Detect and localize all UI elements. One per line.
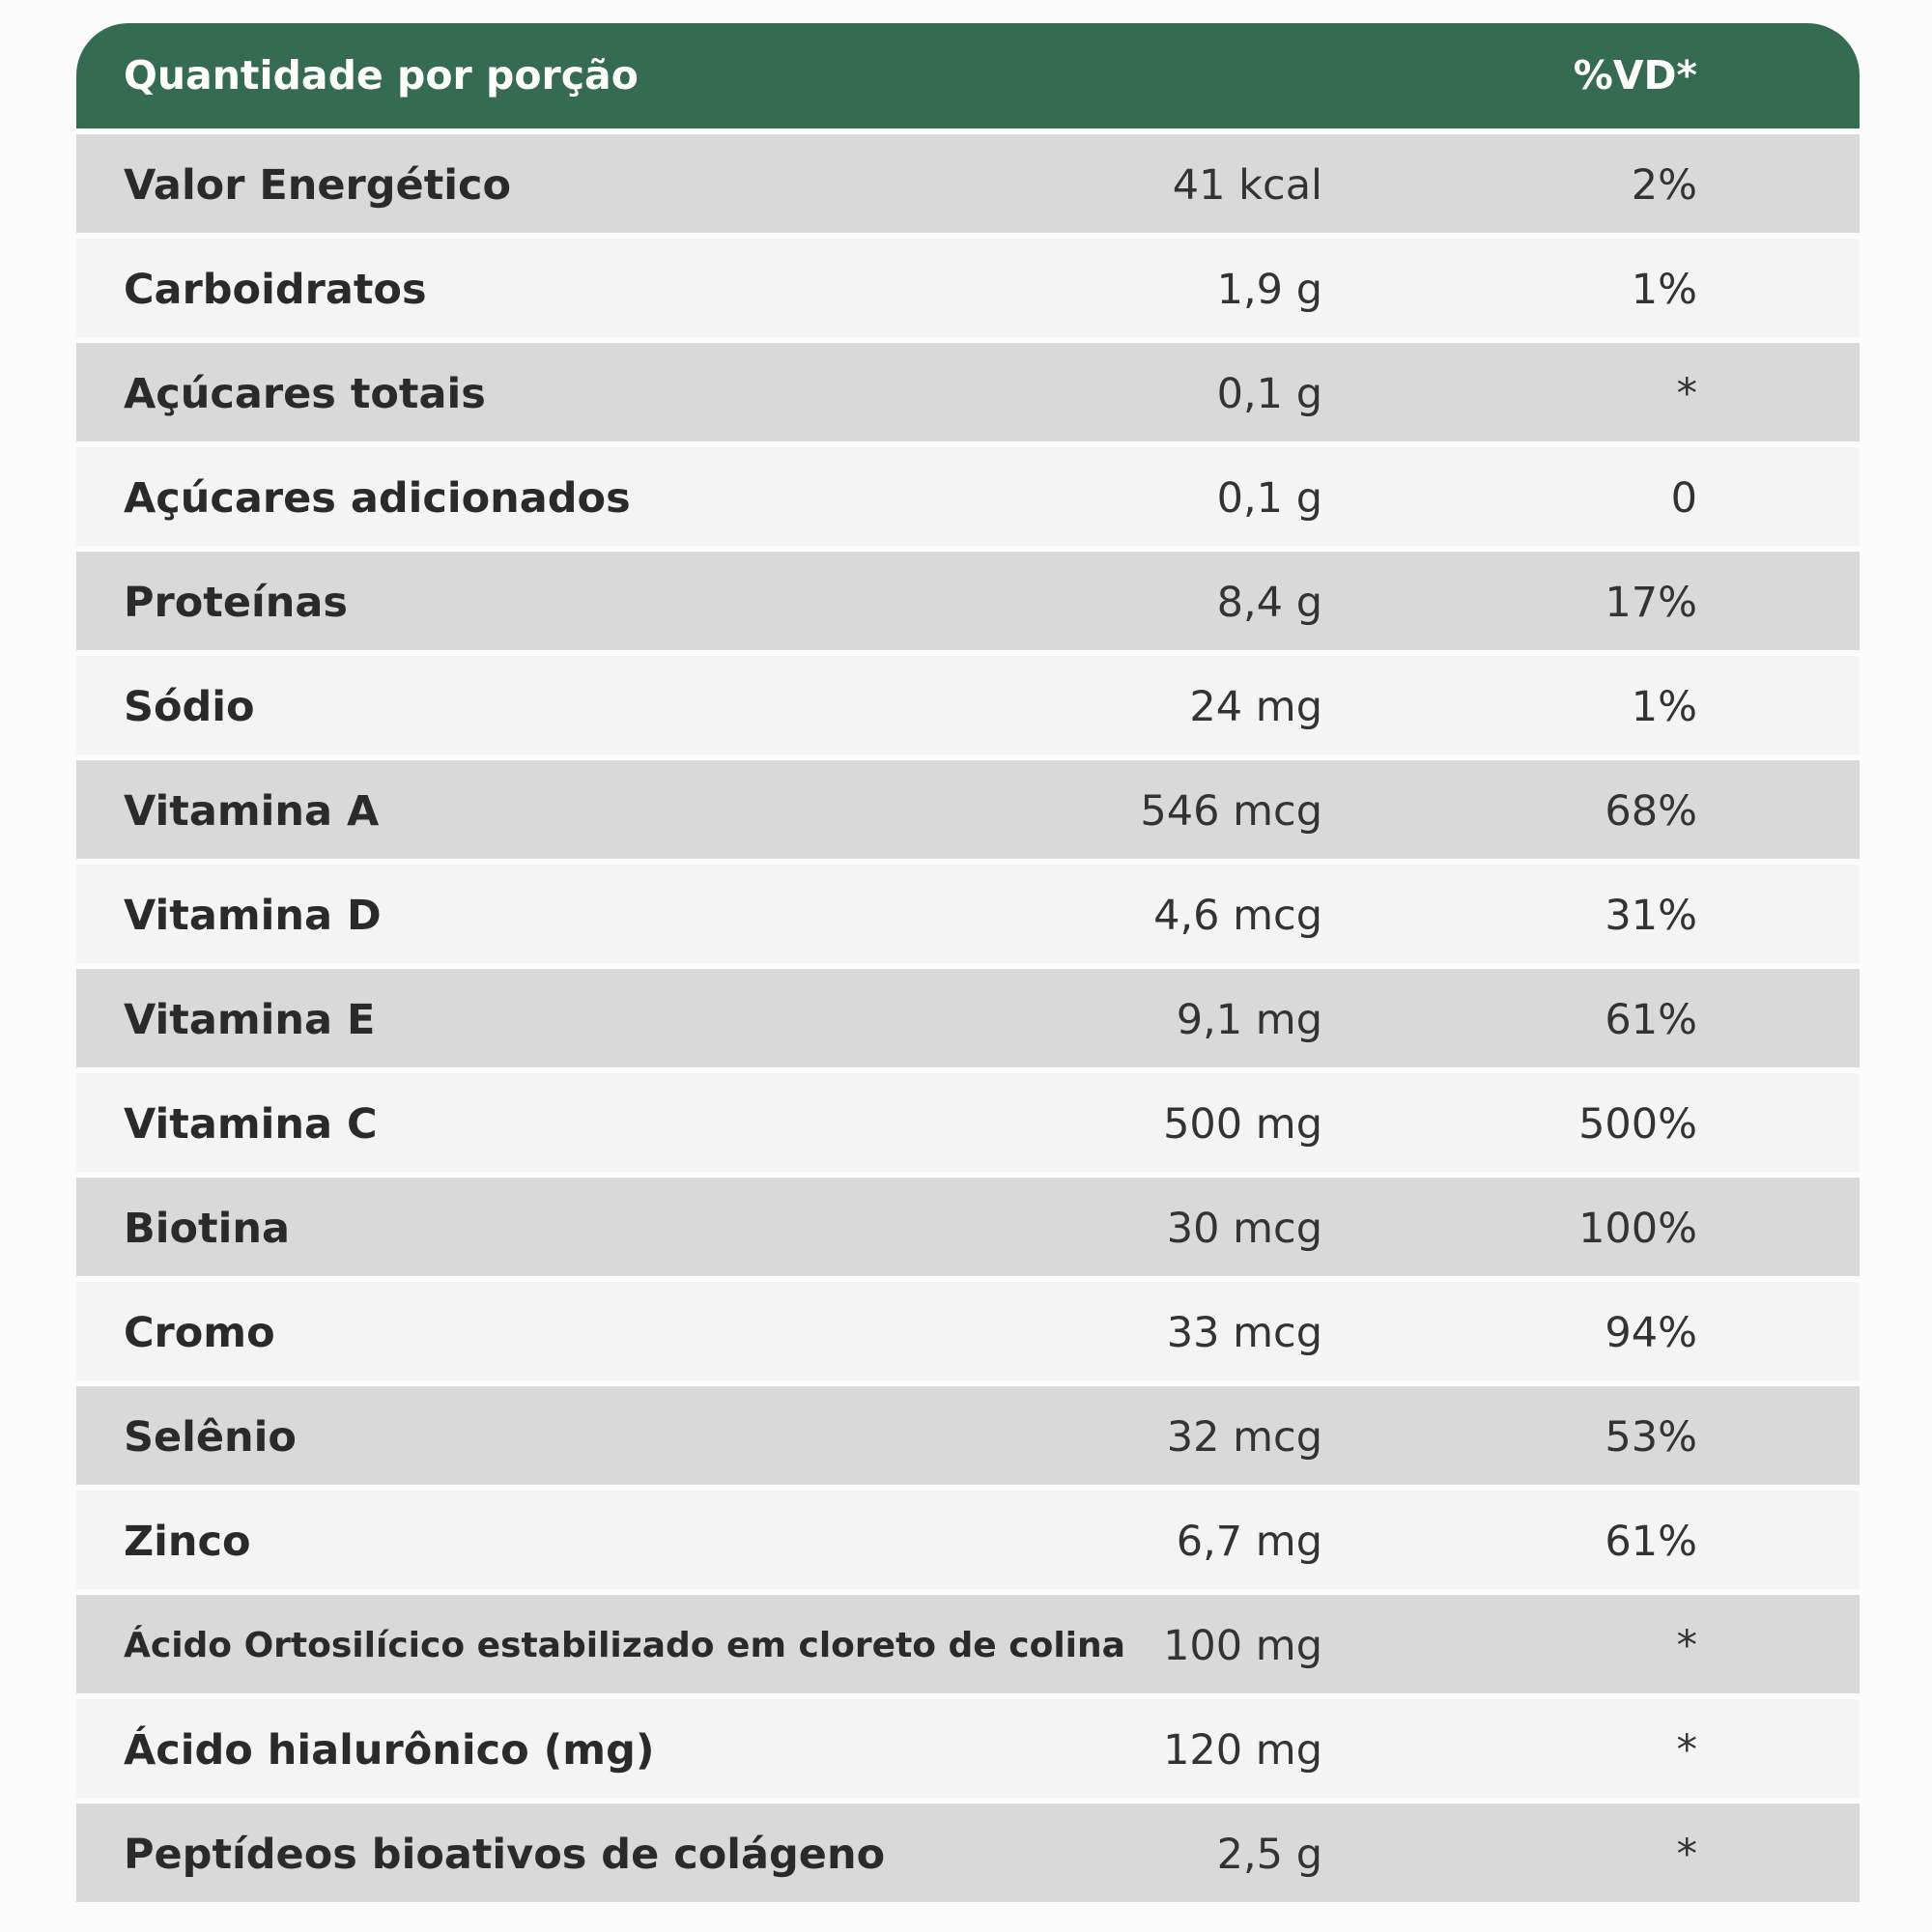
nutrient-name: Vitamina D xyxy=(124,892,382,940)
nutrient-name: Vitamina A xyxy=(124,787,380,836)
nutrient-name: Proteínas xyxy=(124,579,348,627)
nutrient-name: Carboidratos xyxy=(124,266,427,314)
nutrient-name: Valor Energético xyxy=(124,161,512,210)
nutrient-daily-value: 1% xyxy=(1631,266,1697,314)
nutrient-amount: 41 kcal xyxy=(1172,161,1322,210)
nutrient-daily-value: 100% xyxy=(1578,1205,1697,1253)
nutrient-amount: 0,1 g xyxy=(1216,370,1322,418)
nutrient-amount: 500 mg xyxy=(1163,1100,1322,1149)
table-row xyxy=(76,1386,1860,1485)
nutrient-amount: 120 mg xyxy=(1163,1726,1322,1775)
table-row xyxy=(76,865,1860,963)
nutrient-daily-value: * xyxy=(1676,1622,1697,1670)
table-row xyxy=(76,1073,1860,1172)
nutrient-daily-value: * xyxy=(1676,370,1697,418)
nutrient-amount: 9,1 mg xyxy=(1176,996,1322,1044)
nutrient-daily-value: 0 xyxy=(1670,474,1697,523)
nutrient-name: Peptídeos bioativos de colágeno xyxy=(124,1831,886,1879)
nutrient-amount: 0,1 g xyxy=(1216,474,1322,523)
header-serving-label: Quantidade por porção xyxy=(124,52,639,99)
table-row xyxy=(76,1804,1860,1902)
nutrient-daily-value: 94% xyxy=(1605,1309,1697,1357)
nutrient-daily-value: 500% xyxy=(1578,1100,1697,1149)
table-row xyxy=(76,760,1860,859)
table-row xyxy=(76,1282,1860,1380)
nutrient-amount: 6,7 mg xyxy=(1176,1518,1322,1566)
table-body xyxy=(76,134,1860,1902)
table-row xyxy=(76,1595,1860,1693)
table-row xyxy=(76,969,1860,1067)
nutrient-name: Zinco xyxy=(124,1518,251,1566)
nutrient-amount: 100 mg xyxy=(1163,1622,1322,1670)
nutrition-table xyxy=(76,23,1860,1908)
table-row xyxy=(76,239,1860,337)
table-row xyxy=(76,552,1860,650)
nutrient-daily-value: 31% xyxy=(1605,892,1697,940)
nutrient-name: Açúcares adicionados xyxy=(124,474,631,523)
table-row xyxy=(76,1491,1860,1589)
nutrient-amount: 546 mcg xyxy=(1140,787,1322,836)
nutrient-amount: 1,9 g xyxy=(1216,266,1322,314)
nutrient-name: Vitamina E xyxy=(124,996,376,1044)
nutrient-name: Açúcares totais xyxy=(124,370,486,418)
nutrient-amount: 24 mg xyxy=(1189,683,1322,731)
nutrient-name: Sódio xyxy=(124,683,255,731)
nutrient-amount: 4,6 mcg xyxy=(1153,892,1322,940)
nutrient-daily-value: 68% xyxy=(1605,787,1697,836)
table-row xyxy=(76,447,1860,546)
nutrient-amount: 32 mcg xyxy=(1166,1413,1322,1462)
table-row xyxy=(76,1178,1860,1276)
nutrient-amount: 33 mcg xyxy=(1166,1309,1322,1357)
nutrient-name: Biotina xyxy=(124,1205,290,1253)
nutrient-name: Cromo xyxy=(124,1309,275,1357)
table-row xyxy=(76,1699,1860,1798)
nutrient-daily-value: * xyxy=(1676,1726,1697,1775)
header-daily-value-label: %VD* xyxy=(1573,52,1697,99)
nutrient-name: Vitamina C xyxy=(124,1100,378,1149)
nutrient-name: Ácido hialurônico (mg) xyxy=(124,1726,655,1775)
table-row xyxy=(76,656,1860,754)
table-header xyxy=(76,23,1860,128)
table-row xyxy=(76,343,1860,441)
nutrient-daily-value: 2% xyxy=(1631,161,1697,210)
nutrient-name: Ácido Ortosilícico estabilizado em cloreto de colina xyxy=(124,1626,1125,1665)
nutrient-daily-value: 61% xyxy=(1605,996,1697,1044)
nutrient-daily-value: 53% xyxy=(1605,1413,1697,1462)
nutrient-daily-value: 61% xyxy=(1605,1518,1697,1566)
nutrient-daily-value: 1% xyxy=(1631,683,1697,731)
nutrient-daily-value: * xyxy=(1676,1831,1697,1879)
nutrient-amount: 2,5 g xyxy=(1216,1831,1322,1879)
nutrient-daily-value: 17% xyxy=(1605,579,1697,627)
nutrient-name: Selênio xyxy=(124,1413,297,1462)
table-row xyxy=(76,134,1860,233)
nutrient-amount: 8,4 g xyxy=(1216,579,1322,627)
nutrient-amount: 30 mcg xyxy=(1166,1205,1322,1253)
